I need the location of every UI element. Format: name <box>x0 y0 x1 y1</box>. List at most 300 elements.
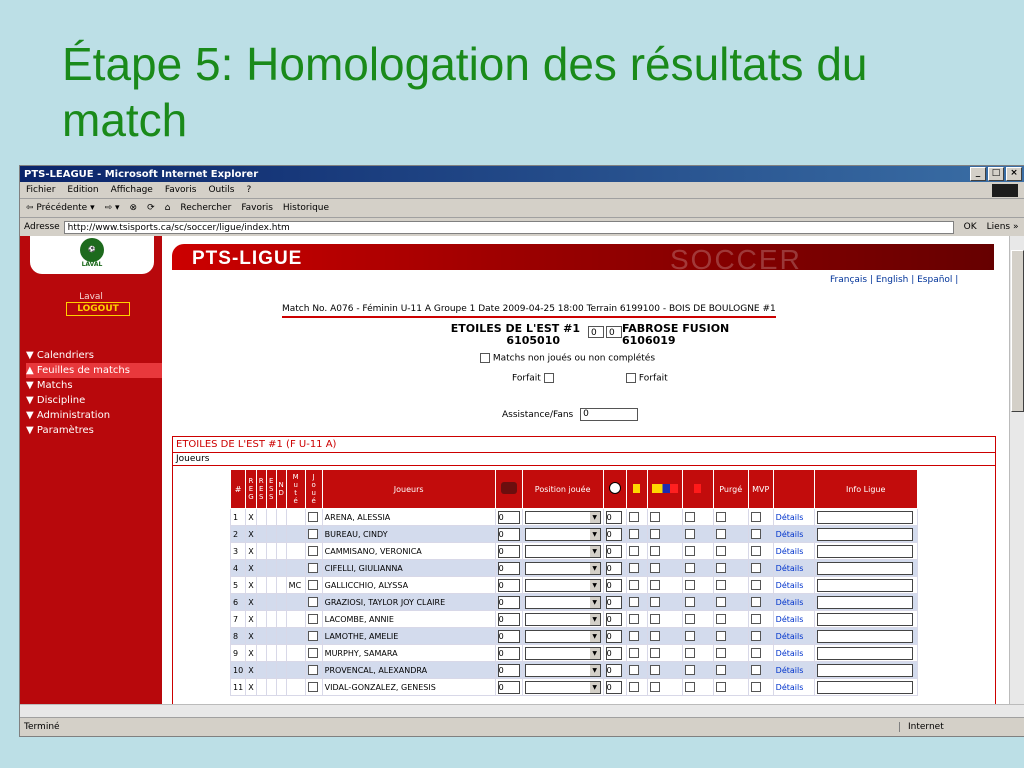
yellow-cell <box>626 594 647 611</box>
status-text: Terminé <box>24 722 60 732</box>
multi-card-checkbox[interactable] <box>650 597 660 607</box>
menu-outils[interactable]: Outils <box>208 185 235 195</box>
not-played-option <box>480 353 655 364</box>
ess-cell <box>266 611 276 628</box>
chevron-down-icon: ▼ <box>590 563 600 574</box>
reg-mark: X <box>246 628 256 645</box>
chevron-down-icon: ▼ <box>590 614 600 625</box>
played-checkbox[interactable] <box>308 529 318 539</box>
red-cell <box>682 526 713 543</box>
res-cell <box>256 645 266 662</box>
position-select[interactable] <box>525 545 601 558</box>
mvp-cell <box>748 526 773 543</box>
browser-window <box>19 165 1024 737</box>
info-ligue-input[interactable] <box>817 613 913 626</box>
history-button[interactable]: Historique <box>282 203 330 213</box>
ess-cell <box>266 679 276 696</box>
multi-card-checkbox[interactable] <box>650 682 660 692</box>
goals-input[interactable]: 0 <box>606 545 622 558</box>
nd-cell <box>276 577 286 594</box>
jersey-cell <box>495 543 522 560</box>
info-ligue-input[interactable] <box>817 664 913 677</box>
col-position: Position jouée <box>522 470 603 509</box>
player-number: 7 <box>231 611 246 628</box>
multi-card-checkbox[interactable] <box>650 580 660 590</box>
multi-cell <box>647 628 682 645</box>
forward-button[interactable]: ⇨ ▾ <box>104 203 120 213</box>
purge-checkbox[interactable] <box>716 614 726 624</box>
goals-input[interactable]: 0 <box>606 647 622 660</box>
table-row <box>231 611 918 628</box>
col-red-card <box>682 470 713 509</box>
jersey-input[interactable]: 0 <box>498 630 520 643</box>
position-cell <box>522 526 603 543</box>
played-cell <box>305 560 322 577</box>
menu-help[interactable]: ? <box>246 185 252 195</box>
refresh-button[interactable]: ⟳ <box>147 203 155 213</box>
toolbar <box>20 199 1024 218</box>
purge-cell <box>713 611 748 628</box>
match-info: Match No. A076 - Féminin U-11 A Groupe 1 Date 2009-04-25 18:00 Terrain 6199100 - BOIS DE BOULOGNE #1 <box>282 304 776 318</box>
info-cell <box>814 679 917 696</box>
red-cell <box>682 679 713 696</box>
red-card-checkbox[interactable] <box>685 648 695 658</box>
goals-input[interactable]: 0 <box>606 613 622 626</box>
chevron-down-icon: ▼ <box>590 665 600 676</box>
home-score-input[interactable]: 0 <box>588 326 604 338</box>
home-team-number: 6105010 <box>506 334 560 347</box>
position-cell <box>522 645 603 662</box>
goals-cell <box>603 679 626 696</box>
jersey-input[interactable]: 0 <box>498 562 520 575</box>
reg-mark: X <box>246 560 256 577</box>
info-ligue-input[interactable] <box>817 545 913 558</box>
purge-cell <box>713 628 748 645</box>
jersey-input[interactable]: 0 <box>498 647 520 660</box>
mvp-checkbox[interactable] <box>751 682 761 692</box>
red-card-checkbox[interactable] <box>685 546 695 556</box>
minimize-button[interactable]: _ <box>970 167 986 181</box>
attendance-input[interactable]: 0 <box>580 408 638 421</box>
yellow-cell <box>626 526 647 543</box>
goals-input[interactable]: 0 <box>606 528 622 541</box>
details-link[interactable]: Détails <box>775 597 804 607</box>
position-cell <box>522 594 603 611</box>
mvp-checkbox[interactable] <box>751 597 761 607</box>
mvp-checkbox[interactable] <box>751 529 761 539</box>
goals-input[interactable]: 0 <box>606 596 622 609</box>
purge-checkbox[interactable] <box>716 580 726 590</box>
purge-checkbox[interactable] <box>716 665 726 675</box>
goals-input[interactable]: 0 <box>606 664 622 677</box>
red-cell <box>682 560 713 577</box>
table-row <box>231 662 918 679</box>
sidebar <box>20 236 162 704</box>
home-forfeit-checkbox[interactable] <box>544 373 554 383</box>
purge-checkbox[interactable] <box>716 529 726 539</box>
menu-edition[interactable]: Edition <box>67 185 99 195</box>
multi-card-checkbox[interactable] <box>650 631 660 641</box>
not-played-checkbox[interactable] <box>480 353 490 363</box>
mvp-cell <box>748 679 773 696</box>
jersey-input[interactable]: 0 <box>498 613 520 626</box>
played-checkbox[interactable] <box>308 563 318 573</box>
mvp-cell <box>748 577 773 594</box>
played-cell <box>305 679 322 696</box>
position-select[interactable] <box>525 579 601 592</box>
player-name: PROVENCAL, ALEXANDRA <box>322 662 495 679</box>
mvp-cell <box>748 509 773 526</box>
jersey-input[interactable]: 0 <box>498 579 520 592</box>
scroll-thumb[interactable] <box>1011 250 1024 412</box>
position-cell <box>522 509 603 526</box>
goals-input[interactable]: 0 <box>606 511 622 524</box>
multi-card-checkbox[interactable] <box>650 614 660 624</box>
sidebar-item-calendriers[interactable]: ▼ Calendriers <box>26 350 94 361</box>
mvp-checkbox[interactable] <box>751 546 761 556</box>
played-checkbox[interactable] <box>308 648 318 658</box>
purge-checkbox[interactable] <box>716 631 726 641</box>
header-background-text: SOCCER <box>670 244 802 275</box>
played-checkbox[interactable] <box>308 682 318 692</box>
multi-cell <box>647 594 682 611</box>
position-select[interactable] <box>525 647 601 660</box>
jersey-cell <box>495 628 522 645</box>
nd-cell <box>276 628 286 645</box>
goals-input[interactable]: 0 <box>606 630 622 643</box>
col-nd: N D <box>276 470 286 509</box>
ess-cell <box>266 543 276 560</box>
played-checkbox[interactable] <box>308 665 318 675</box>
position-cell <box>522 628 603 645</box>
chevron-down-icon: ▼ <box>590 529 600 540</box>
red-card-checkbox[interactable] <box>685 597 695 607</box>
jersey-cell <box>495 560 522 577</box>
jersey-cell <box>495 645 522 662</box>
played-checkbox[interactable] <box>308 580 318 590</box>
col-res: R E S <box>256 470 266 509</box>
menu-favoris[interactable]: Favoris <box>164 185 197 195</box>
multi-card-checkbox[interactable] <box>650 529 660 539</box>
details-cell <box>773 645 814 662</box>
go-button[interactable]: OK <box>963 222 977 232</box>
favorites-button[interactable]: Favoris <box>241 203 273 213</box>
menu-fichier[interactable]: Fichier <box>26 185 56 195</box>
position-select[interactable] <box>525 528 601 541</box>
multi-card-checkbox[interactable] <box>650 648 660 658</box>
purge-cell <box>713 662 748 679</box>
not-played-label: Matchs non joués ou non complétés <box>492 353 656 364</box>
sidebar-nav <box>26 348 162 438</box>
mvp-checkbox[interactable] <box>751 512 761 522</box>
red-card-checkbox[interactable] <box>685 563 695 573</box>
sidebar-item-discipline[interactable]: ▼ Discipline <box>26 395 86 406</box>
player-name: ARENA, ALESSIA <box>322 509 495 526</box>
table-row <box>231 543 918 560</box>
purge-cell <box>713 577 748 594</box>
position-cell <box>522 543 603 560</box>
mvp-cell <box>748 594 773 611</box>
details-link[interactable]: Détails <box>775 648 804 658</box>
player-number: 2 <box>231 526 246 543</box>
played-cell <box>305 662 322 679</box>
away-forfeit-option <box>626 373 668 384</box>
ess-cell <box>266 662 276 679</box>
jersey-input[interactable]: 0 <box>498 528 520 541</box>
info-ligue-input[interactable] <box>817 630 913 643</box>
played-cell <box>305 577 322 594</box>
yellow-card-checkbox[interactable] <box>629 529 639 539</box>
jersey-cell <box>495 509 522 526</box>
col-info-ligue: Info Ligue <box>814 470 917 509</box>
details-link[interactable]: Détails <box>775 614 804 624</box>
menu-affichage[interactable]: Affichage <box>110 185 153 195</box>
mvp-checkbox[interactable] <box>751 580 761 590</box>
nd-cell <box>276 662 286 679</box>
away-score-input[interactable]: 0 <box>606 326 622 338</box>
window-title: PTS-LEAGUE - Microsoft Internet Explorer <box>24 168 259 180</box>
info-cell <box>814 577 917 594</box>
security-zone: Internet <box>899 722 1024 732</box>
col-ess: E S S <box>266 470 276 509</box>
details-link[interactable]: Détails <box>775 546 804 556</box>
player-number: 4 <box>231 560 246 577</box>
position-select[interactable] <box>525 511 601 524</box>
mvp-cell <box>748 611 773 628</box>
reg-mark: X <box>246 526 256 543</box>
multi-card-checkbox[interactable] <box>650 665 660 675</box>
info-ligue-input[interactable] <box>817 562 913 575</box>
multi-card-checkbox[interactable] <box>650 563 660 573</box>
player-number: 1 <box>231 509 246 526</box>
purge-checkbox[interactable] <box>716 546 726 556</box>
chevron-down-icon: ▼ <box>590 631 600 642</box>
attendance-label: Assistance/Fans <box>502 410 574 420</box>
details-cell <box>773 560 814 577</box>
sidebar-item-feuilles-de-matchs[interactable]: ▲ Feuilles de matchs <box>26 363 162 378</box>
position-cell <box>522 679 603 696</box>
mute-cell <box>286 543 305 560</box>
language-links[interactable]: Français | English | Español | <box>830 275 959 285</box>
jersey-input[interactable]: 0 <box>498 545 520 558</box>
jersey-input[interactable]: 0 <box>498 511 520 524</box>
details-link[interactable]: Détails <box>775 512 804 522</box>
red-card-checkbox[interactable] <box>685 512 695 522</box>
chevron-down-icon: ▼ <box>590 682 600 693</box>
horizontal-scrollbar[interactable] <box>20 704 1024 717</box>
yellow-card-checkbox[interactable] <box>629 580 639 590</box>
res-cell <box>256 526 266 543</box>
player-name: BUREAU, CINDY <box>322 526 495 543</box>
info-ligue-input[interactable] <box>817 596 913 609</box>
red-cell <box>682 509 713 526</box>
reg-mark: X <box>246 509 256 526</box>
nd-cell <box>276 645 286 662</box>
played-cell <box>305 594 322 611</box>
yellow-card-checkbox[interactable] <box>629 648 639 658</box>
played-checkbox[interactable] <box>308 614 318 624</box>
ess-cell <box>266 577 276 594</box>
mvp-checkbox[interactable] <box>751 614 761 624</box>
links-button[interactable]: Liens » <box>986 222 1019 232</box>
res-cell <box>256 662 266 679</box>
col-mvp: MVP <box>748 470 773 509</box>
table-row <box>231 628 918 645</box>
mvp-checkbox[interactable] <box>751 631 761 641</box>
jersey-input[interactable]: 0 <box>498 681 520 694</box>
position-select[interactable] <box>525 664 601 677</box>
mvp-cell <box>748 662 773 679</box>
yellow-card-checkbox[interactable] <box>629 546 639 556</box>
reg-mark: X <box>246 594 256 611</box>
details-link[interactable]: Détails <box>775 563 804 573</box>
table-row <box>231 594 918 611</box>
table-row <box>231 509 918 526</box>
nd-cell <box>276 679 286 696</box>
mvp-checkbox[interactable] <box>751 563 761 573</box>
table-row <box>231 679 918 696</box>
col-goals <box>603 470 626 509</box>
home-team-name: ETOILES DE L'EST #1 <box>450 322 580 335</box>
multi-cell <box>647 611 682 628</box>
maximize-button[interactable]: □ <box>988 167 1004 181</box>
purge-checkbox[interactable] <box>716 682 726 692</box>
red-cell <box>682 611 713 628</box>
played-checkbox[interactable] <box>308 597 318 607</box>
players-section-label: Joueurs <box>173 453 995 466</box>
details-link[interactable]: Détails <box>775 529 804 539</box>
attendance-field <box>502 408 638 421</box>
sidebar-item-administration[interactable]: ▼ Administration <box>26 410 111 421</box>
goals-input[interactable]: 0 <box>606 681 622 694</box>
purge-cell <box>713 560 748 577</box>
multi-cell <box>647 526 682 543</box>
sidebar-item-parametres[interactable]: ▼ Paramètres <box>26 425 94 436</box>
details-link[interactable]: Détails <box>775 631 804 641</box>
goals-input[interactable]: 0 <box>606 579 622 592</box>
info-ligue-input[interactable] <box>817 528 913 541</box>
purge-checkbox[interactable] <box>716 597 726 607</box>
res-cell <box>256 594 266 611</box>
ess-cell <box>266 526 276 543</box>
details-cell <box>773 577 814 594</box>
player-number: 11 <box>231 679 246 696</box>
slide-title: Étape 5: Homologation des résultats du match <box>62 38 868 146</box>
nd-cell <box>276 611 286 628</box>
logo-label: LAVAL <box>81 261 103 268</box>
yellow-cell <box>626 509 647 526</box>
played-cell <box>305 611 322 628</box>
played-checkbox[interactable] <box>308 631 318 641</box>
chevron-down-icon: ▼ <box>590 648 600 659</box>
info-cell <box>814 645 917 662</box>
reg-mark: X <box>246 662 256 679</box>
played-checkbox[interactable] <box>308 546 318 556</box>
info-ligue-input[interactable] <box>817 647 913 660</box>
stop-button[interactable]: ⊗ <box>129 203 138 213</box>
purge-cell <box>713 526 748 543</box>
col-cards-multi <box>647 470 682 509</box>
goals-input[interactable]: 0 <box>606 562 622 575</box>
info-ligue-input[interactable] <box>817 579 913 592</box>
red-card-checkbox[interactable] <box>685 682 695 692</box>
away-forfeit-checkbox[interactable] <box>626 373 636 383</box>
played-checkbox[interactable] <box>308 512 318 522</box>
home-button[interactable]: ⌂ <box>164 203 171 213</box>
purge-checkbox[interactable] <box>716 512 726 522</box>
vertical-scrollbar[interactable] <box>1009 236 1024 704</box>
yellow-card-checkbox[interactable] <box>629 682 639 692</box>
jersey-input[interactable]: 0 <box>498 596 520 609</box>
info-ligue-input[interactable] <box>817 511 913 524</box>
mvp-checkbox[interactable] <box>751 665 761 675</box>
details-link[interactable]: Détails <box>775 580 804 590</box>
col-players: Joueurs <box>322 470 495 509</box>
home-forfeit-label: Forfait <box>512 373 541 384</box>
position-select[interactable] <box>525 681 601 694</box>
res-cell <box>256 628 266 645</box>
search-button[interactable]: Rechercher <box>180 203 232 213</box>
nd-cell <box>276 594 286 611</box>
red-card-checkbox[interactable] <box>685 631 695 641</box>
yellow-card-checkbox[interactable] <box>629 512 639 522</box>
position-select[interactable] <box>525 613 601 626</box>
multi-card-checkbox[interactable] <box>650 512 660 522</box>
jersey-input[interactable]: 0 <box>498 664 520 677</box>
away-team-number: 6106019 <box>622 334 676 347</box>
position-select[interactable] <box>525 596 601 609</box>
multi-card-checkbox[interactable] <box>650 546 660 556</box>
details-link[interactable]: Détails <box>775 682 804 692</box>
reg-mark: X <box>246 645 256 662</box>
table-row <box>231 645 918 662</box>
back-button[interactable]: ⇦ Précédente ▾ <box>26 203 95 213</box>
players-table-body <box>231 509 918 696</box>
purge-checkbox[interactable] <box>716 648 726 658</box>
red-card-checkbox[interactable] <box>685 529 695 539</box>
position-select[interactable] <box>525 562 601 575</box>
address-input[interactable]: http://www.tsisports.ca/sc/soccer/ligue/index.htm <box>64 221 954 234</box>
mute-cell <box>286 628 305 645</box>
col-number: # <box>231 470 246 509</box>
info-ligue-input[interactable] <box>817 681 913 694</box>
col-mute: M u t é <box>286 470 305 509</box>
red-card-checkbox[interactable] <box>685 665 695 675</box>
yellow-cell <box>626 679 647 696</box>
yellow-card-checkbox[interactable] <box>629 597 639 607</box>
yellow-card-checkbox[interactable] <box>629 563 639 573</box>
purge-cell <box>713 543 748 560</box>
sidebar-item-matchs[interactable]: ▼ Matchs <box>26 380 73 391</box>
position-select[interactable] <box>525 630 601 643</box>
yellow-card-checkbox[interactable] <box>629 631 639 641</box>
yellow-card-checkbox[interactable] <box>629 665 639 675</box>
jersey-cell <box>495 662 522 679</box>
close-button[interactable]: × <box>1006 167 1022 181</box>
purge-checkbox[interactable] <box>716 563 726 573</box>
multi-cell <box>647 543 682 560</box>
mvp-checkbox[interactable] <box>751 648 761 658</box>
yellow-card-checkbox[interactable] <box>629 614 639 624</box>
reg-mark: X <box>246 611 256 628</box>
red-card-checkbox[interactable] <box>685 614 695 624</box>
team-panel <box>172 436 996 704</box>
red-card-checkbox[interactable] <box>685 580 695 590</box>
multi-card-icon <box>652 484 678 493</box>
player-name: GALLICCHIO, ALYSSA <box>322 577 495 594</box>
details-link[interactable]: Détails <box>775 665 804 675</box>
logout-button[interactable]: LOGOUT <box>66 302 130 316</box>
